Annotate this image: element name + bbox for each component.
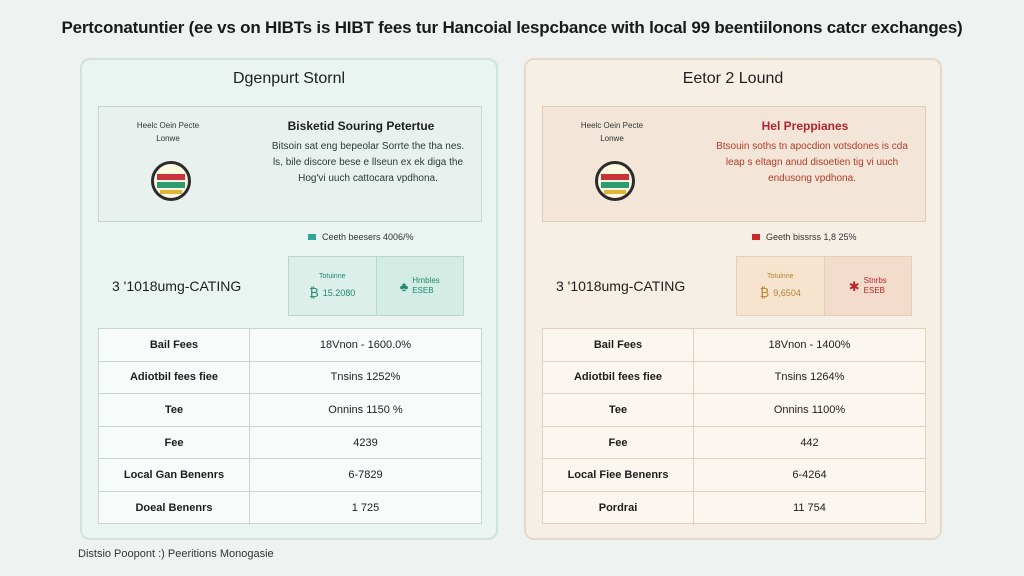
table-row	[99, 329, 481, 362]
legend	[308, 232, 414, 242]
table-row	[99, 362, 481, 395]
stat-tiles	[288, 256, 464, 316]
stat-tile[interactable]	[737, 257, 824, 315]
info-body: Btsouin soths tn apocdion votsdones is cda leap s eltagn anud disoetien tig vi uuch endusong vpdhona.	[716, 141, 908, 184]
tile-value-wrap	[412, 276, 440, 296]
table-row	[99, 459, 481, 492]
info-body: Bitsoin sat eng bepeolar Sorrte the tha nes. ls, bile discore bese e llseun ex ek diga the Hog'vi uuch cattocara vpdhona.	[271, 141, 465, 184]
row-value: 442	[693, 427, 925, 459]
table-row	[99, 492, 481, 525]
info-caption	[557, 119, 667, 145]
table-row	[543, 427, 925, 460]
legend	[752, 232, 857, 242]
panel-title: Dgenpurt Stornl	[232, 70, 346, 87]
row-value: Onnins 1150 %	[249, 394, 481, 426]
row-label: Tee	[164, 403, 184, 416]
table-row	[543, 492, 925, 525]
row-value: 1 725	[249, 492, 481, 525]
row-label: Local Fiee Benenrs	[567, 469, 669, 482]
left-exchange-panel	[80, 58, 498, 540]
info-heading: Hel Preppianes	[761, 119, 849, 133]
table-row	[99, 394, 481, 427]
table-row	[543, 362, 925, 395]
legend-text: Geeth bissrss 1,8 25%	[766, 232, 857, 242]
row-value: 18Vnon - 1400%	[693, 329, 925, 361]
info-caption	[113, 119, 223, 145]
tile-label: Totuinne	[767, 273, 794, 280]
info-box	[542, 106, 926, 222]
page-title: Pertconatuntier (ee vs on HIBTs is HIBT fees tur Hancoial lespcbance with local 99 beentiilonons catcr exchanges)	[61, 18, 963, 37]
tile-value: 9,6504	[773, 287, 801, 298]
row-label: Pordrai	[598, 502, 638, 515]
row-label: Fee	[608, 436, 628, 449]
footer-caption: Distsio Poopont :) Peeritions Monogasie	[78, 548, 274, 560]
bitcoin-icon: ₿	[759, 285, 770, 300]
stat-tile[interactable]	[376, 257, 464, 315]
row-value: 18Vnon - 1600.0%	[249, 329, 481, 361]
right-exchange-panel	[524, 58, 942, 540]
legend-swatch	[752, 234, 760, 240]
info-caption-line: Lonwe	[600, 134, 624, 143]
bell-icon: ✱	[848, 278, 860, 294]
stat-tile[interactable]	[289, 257, 376, 315]
info-heading: Bisketid Souring Petertue	[287, 119, 435, 133]
rating-label: 3 '1018umg-CATING	[112, 278, 242, 294]
fees-table	[98, 328, 482, 524]
row-label: Tee	[608, 403, 628, 416]
tile-value: ESEB	[863, 286, 885, 295]
row-value: Onnins 1100%	[693, 394, 925, 426]
row-value: Tnsins 1252%	[249, 362, 481, 394]
row-value: 6-7829	[249, 459, 481, 491]
shield-badge-icon	[151, 161, 191, 201]
legend-text: Ceeth beesers 4006/%	[322, 232, 414, 242]
tile-label: Stnrbs	[863, 276, 887, 285]
info-box	[98, 106, 482, 222]
shield-badge-icon	[595, 161, 635, 201]
leaf-icon: ♣	[399, 278, 409, 294]
rating-label: 3 '1018umg-CATING	[556, 278, 686, 294]
info-caption-line: Heelc Oein Pecte	[136, 121, 200, 130]
table-row	[99, 427, 481, 460]
row-label: Adiotbil fees fiee	[129, 371, 219, 384]
tile-value-wrap	[864, 276, 887, 296]
fees-table	[542, 328, 926, 524]
legend-swatch	[308, 234, 316, 240]
row-value: 6-4264	[693, 459, 925, 491]
stat-tile[interactable]	[824, 257, 912, 315]
row-label: Doeal Benenrs	[135, 502, 213, 515]
row-label: Fee	[164, 436, 184, 449]
tile-label: Hrnbles	[412, 276, 440, 285]
row-label: Adiotbil fees fiee	[573, 371, 663, 384]
row-label: Bail Fees	[149, 338, 199, 351]
row-value: Tnsins 1264%	[693, 362, 925, 394]
tile-label: Totuinne	[319, 273, 346, 280]
row-value: 4239	[249, 427, 481, 459]
info-caption-line: Lonwe	[156, 134, 180, 143]
table-row	[543, 394, 925, 427]
table-row	[543, 459, 925, 492]
bitcoin-icon: ₿	[309, 285, 319, 300]
table-row	[543, 329, 925, 362]
tile-value: 15.2080	[322, 287, 356, 298]
stat-tiles	[736, 256, 912, 316]
row-label: Local Gan Benenrs	[123, 469, 225, 482]
info-caption-line: Heelc Oein Pecte	[580, 121, 644, 130]
panel-title: Eetor 2 Lound	[682, 70, 784, 87]
tile-value: ESEB	[412, 286, 434, 295]
row-label: Bail Fees	[593, 338, 643, 351]
row-value: 11 754	[693, 492, 925, 525]
